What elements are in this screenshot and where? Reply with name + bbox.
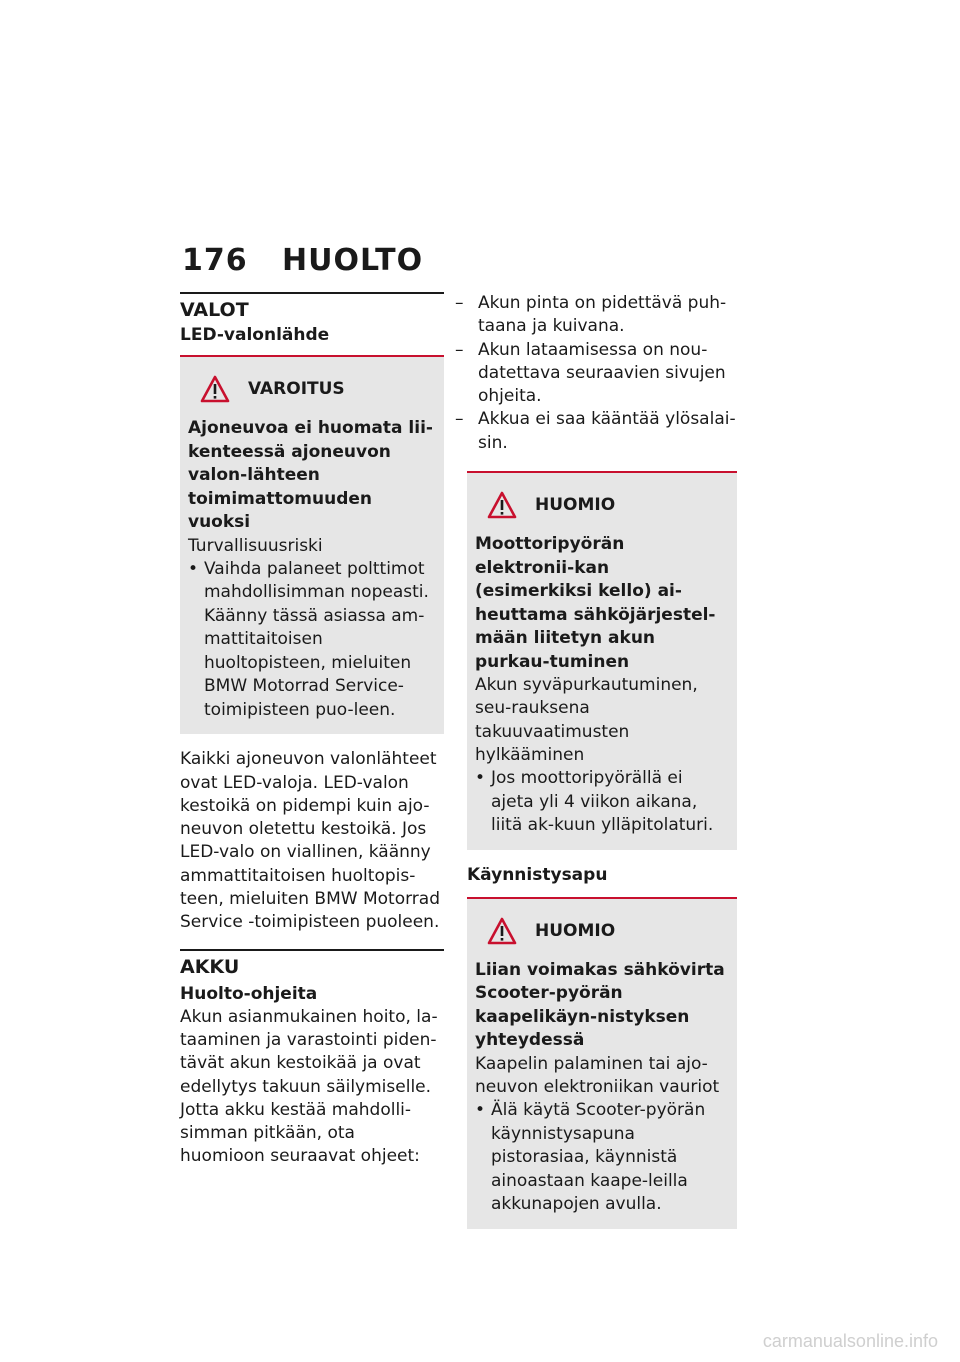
notice-box-1 [467, 473, 737, 850]
right-column [455, 292, 737, 1243]
section-title-valot: VALOT [180, 299, 249, 321]
section-divider [180, 292, 444, 294]
notice-box-header [475, 485, 729, 525]
notice-label: HUOMIO [535, 920, 616, 941]
warning-heading: Ajoneuvoa ei huomata lii-kenteessä ajoneuvon valon-lähteen toimimattomuuden vuoksi [188, 418, 433, 532]
page-title: HUOLTO [282, 242, 424, 278]
page-number: 176 [182, 242, 248, 278]
section-title-akku: AKKU [180, 955, 240, 978]
warning-triangle-icon [487, 491, 517, 519]
notice-heading: Moottoripyörän elektronii-kan (esimerkiksi kello) ai-heuttama sähköjärjestel-mään liitetyn akun purkau-tuminen [475, 534, 716, 672]
notice-bullet: • Jos moottoripyörällä ei ajeta yli 4 viikon aikana, liitä ak-kuun ylläpitolaturi. [475, 767, 729, 838]
warning-label: VAROITUS [248, 379, 345, 399]
notice-box-2 [467, 899, 737, 1229]
section-divider [180, 949, 444, 951]
warning-box [180, 357, 444, 734]
led-paragraph: Kaikki ajoneuvon valonlähteet ovat LED-valoja. LED-valon kestoikä on pidempi kuin ajo-neuvon oletettu kestoikä. Jos LED-valo on viallinen, käänny ammattitaitoisen huoltopis-teen, mieluiten BMW Motorrad Service -toimipisteen puoleen. [180, 749, 440, 933]
subsection-title-led: LED-valonlähde [180, 325, 330, 345]
notice-label: HUOMIO [535, 495, 616, 516]
notice-body: Akun syväpurkautuminen, seu-rauksena takuuvaatimusten hylkääminen [475, 675, 698, 765]
notice-box-header [475, 911, 729, 951]
dash-list [455, 292, 737, 455]
watermark: carmanualsonline.info [762, 1331, 938, 1351]
warning-box-header [188, 369, 436, 409]
list-item: – Akkua ei saa kääntää ylösalai-sin. [455, 409, 736, 453]
akku-paragraph: Akun asianmukainen hoito, la-taaminen ja varastointi piden-tävät akun kestoikää ja ovat edellytys takuun säilymiselle. Jotta akku kestää mahdolli-simman pitkään, ota huomioon seuraavat ohjeet: [180, 1006, 438, 1167]
subsection-title-kaynnistysapu: Käynnistysapu [467, 864, 608, 885]
notice-body: Kaapelin palaminen tai ajo-neuvon elektroniikan vauriot [475, 1053, 720, 1098]
warning-triangle-icon [487, 917, 517, 945]
list-item: – Akun lataamisessa on nou-datettava seuraavien sivujen ohjeita. [455, 339, 726, 407]
warning-bullet: • Vaihda palaneet polttimot mahdollisimman nopeasti. Käänny tässä asiassa am-mattitaitoisen huoltopisteen, mieluiten BMW Motorrad Service-toimipisteen puo-leen. [188, 558, 436, 723]
warning-triangle-icon [200, 375, 230, 403]
warning-body: Turvallisuusriski [188, 535, 323, 556]
left-column [180, 292, 444, 1169]
subsection-title-huolto: Huolto-ohjeita [180, 983, 318, 1004]
page-header [182, 240, 423, 280]
notice-bullet: • Älä käytä Scooter-pyörän käynnistysapuna pistorasiaa, käynnistä ainoastaan kaape-leilla akkunapojen avulla. [475, 1099, 729, 1217]
list-item: – Akun pinta on pidettävä puh-taana ja kuivana. [455, 293, 727, 337]
notice-heading: Liian voimakas sähkövirta Scooter-pyörän kaapelikäyn-nistyksen yhteydessä [475, 959, 725, 1051]
